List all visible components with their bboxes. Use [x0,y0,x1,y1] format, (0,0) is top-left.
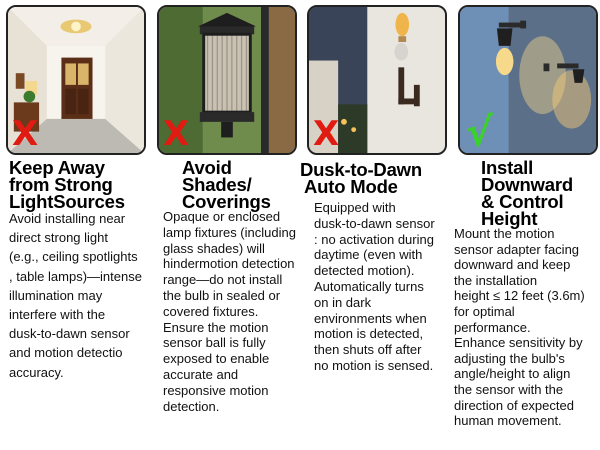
title-install-downward: Install Downward & Control Height [481,157,573,229]
red-x-icon: X [163,114,190,154]
hallway-photo [6,5,146,155]
dusk-bulb-photo [307,5,447,155]
body-install-downward: Mount the motion sensor adapter facing downward and keep the installation height ≤ 12 feet (3.6m) for optimal performance. Enhance sensitivity by adjusting the bulb's angle/height to align the sensor with the direction of expected human movement. [454,226,585,429]
red-x-icon: X [313,114,340,154]
body-dusk-to-dawn: Equipped with dusk-to-dawn sensor : no activation during daytime (even with detected motion). Automatically turns on in dark environments when motion is detected, then shuts off after no motion is sensed. [314,200,435,373]
red-x-icon: X [12,114,39,154]
body-keep-away: Avoid installing near direct strong light (e.g., ceiling spotlights , table lamps)—intense illumination may interfere with the dusk-to-dawn sensor and motion detectio accuracy. [9,211,142,380]
title-dusk-to-dawn: Dusk-to-Dawn Auto Mode [300,159,422,197]
title-keep-away: Keep Away from Strong LightSources [9,157,125,212]
lantern-photo [157,5,297,155]
title-avoid-shades: Avoid Shades/ Coverings [182,157,271,212]
body-avoid-shades: Opaque or enclosed lamp fixtures (including glass shades) will hindermotion detection range—do not install the bulb in sealed or covered fixtures. Ensure the motion sensor ball is fully exposed to enable accurate and responsive motion detection. [163,209,296,414]
wall-lamp-photo [458,5,598,155]
green-check-icon: √ [466,110,493,155]
